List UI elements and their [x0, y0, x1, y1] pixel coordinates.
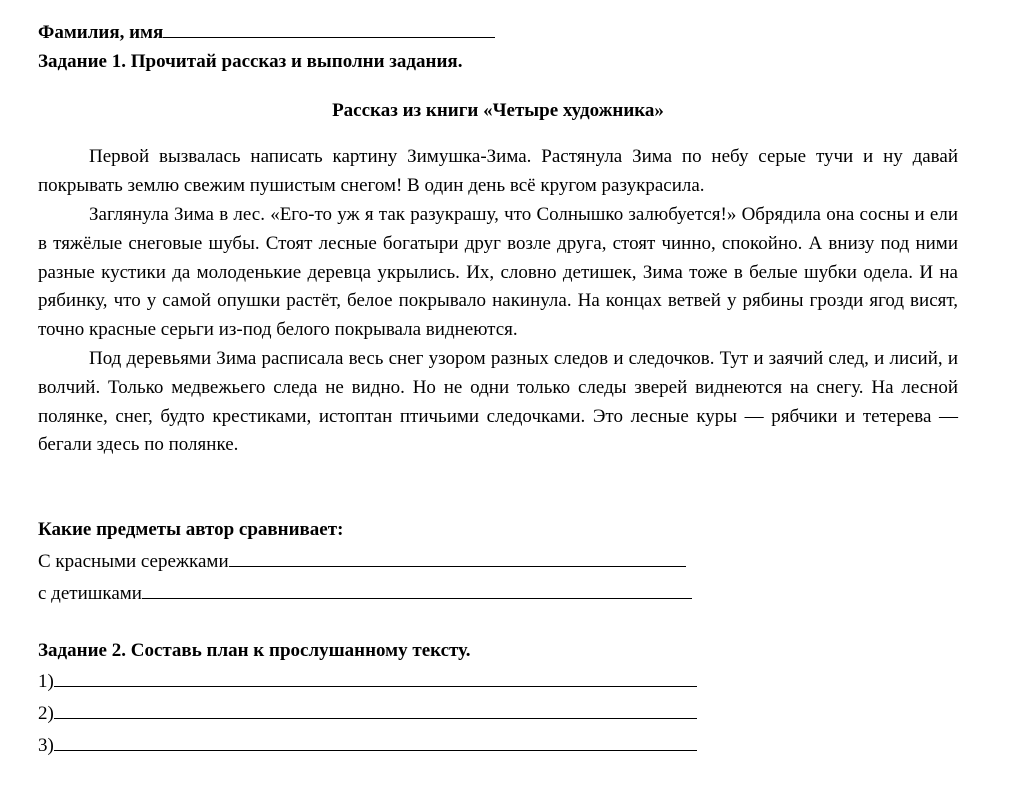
- story-title: Рассказ из книги «Четыре художника»: [332, 99, 664, 121]
- task2-section: [38, 637, 958, 761]
- plan-number: 3): [38, 734, 54, 756]
- comparison-questions: [38, 516, 958, 608]
- answer-blank[interactable]: [142, 577, 692, 599]
- worksheet-page: [38, 16, 958, 761]
- plan-line: [38, 665, 958, 697]
- name-line: [38, 16, 958, 48]
- name-blank[interactable]: [163, 16, 495, 38]
- answer-line: [38, 545, 958, 577]
- plan-line: [38, 729, 958, 761]
- plan-line: [38, 697, 958, 729]
- answer-line: [38, 577, 958, 609]
- plan-blank[interactable]: [54, 665, 697, 687]
- name-label: Фамилия, имя: [38, 22, 164, 43]
- story-paragraph: Заглянула Зима в лес. «Его-то уж я так разукрашу, что Солнышко залюбуется!» Обрядила она сосны и ели в тяжёлые снеговые шубы. Стоят лесные богатыри друг возле друга, стоят чинно, спокойно. А внизу под ними разные кустики да молоденькие деревца укрылись. Их, словно детишек, Зима тоже в белые шубки одела. И на рябинку, что у самой опушки растёт, белое покрывало накинула. На концах ветвей у рябины грозди ягод висят, точно красные серьги из-под белого покрывала виднеются.: [38, 203, 958, 341]
- story-paragraph: Первой вызвалась написать картину Зимушка-Зима. Растянула Зима по небу серые тучи и ну давай покрывать землю свежим пушистым снегом! В один день всё кругом разукрасила.: [38, 146, 958, 197]
- plan-blank[interactable]: [54, 729, 697, 751]
- questions-heading: Какие предметы автор сравнивает:: [38, 519, 344, 541]
- story-text: [38, 143, 958, 460]
- story-paragraph: Под деревьями Зима расписала весь снег узором разных следов и следочков. Тут и заячий след, и лисий, и волчий. Только медвежьего следа не видно. Но не одни только следы зверей виднеются на снегу. На лесной полянке, снег, будто крестиками, истоптан птичьими следочками. Это лесные куры — рябчики и тетерева — бегали здесь по полянке.: [38, 347, 958, 456]
- answer-prompt: С красными сережками: [38, 550, 229, 572]
- answer-blank[interactable]: [229, 545, 686, 567]
- task2-heading: Задание 2. Составь план к прослушанному тексту.: [38, 639, 471, 661]
- plan-number: 2): [38, 703, 54, 725]
- answer-prompt: с детишками: [38, 582, 142, 604]
- plan-number: 1): [38, 671, 54, 693]
- task1-heading: Задание 1. Прочитай рассказ и выполни задания.: [38, 50, 463, 72]
- plan-blank[interactable]: [54, 697, 697, 719]
